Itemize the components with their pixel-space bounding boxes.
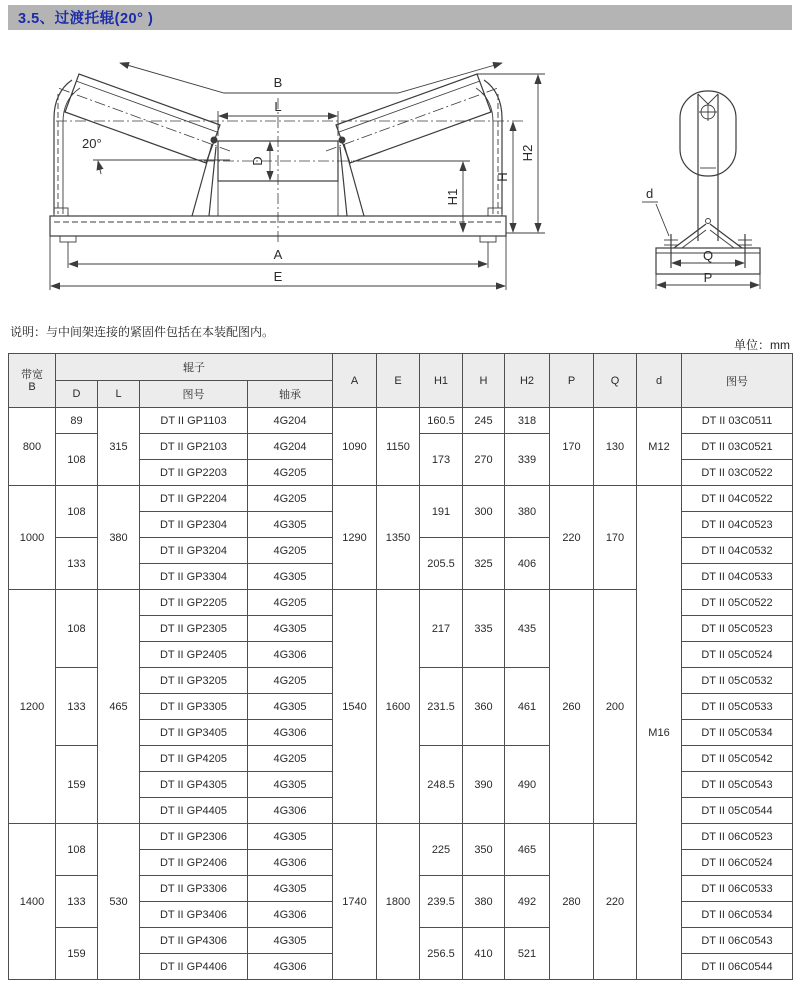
table-cell: DT II 04C0522 — [682, 486, 793, 512]
table-cell: DT II GP4406 — [140, 954, 248, 980]
table-cell: DT II 04C0533 — [682, 564, 793, 590]
table-cell: DT II 06C0544 — [682, 954, 793, 980]
table-cell: 4G305 — [248, 512, 333, 538]
table-cell: 4G305 — [248, 824, 333, 850]
table-row — [9, 408, 793, 434]
table-cell: 4G305 — [248, 616, 333, 642]
col-header-roller-group: 辊子 — [56, 354, 333, 381]
table-cell: DT II GP4306 — [140, 928, 248, 954]
table-cell: 256.5 — [420, 928, 463, 980]
table-cell: 4G306 — [248, 902, 333, 928]
table-cell: DT II GP4205 — [140, 746, 248, 772]
col-header-E: E — [377, 354, 420, 408]
table-cell: DT II 06C0523 — [682, 824, 793, 850]
table-cell: DT II GP3304 — [140, 564, 248, 590]
table-cell: 4G205 — [248, 538, 333, 564]
front-view — [50, 63, 545, 290]
table-cell: DT II 03C0511 — [682, 408, 793, 434]
table-cell: 173 — [420, 434, 463, 486]
table-cell: 191 — [420, 486, 463, 538]
table-cell: 160.5 — [420, 408, 463, 434]
table-cell: 1740 — [333, 824, 377, 980]
table-cell: 4G305 — [248, 928, 333, 954]
table-cell: 4G205 — [248, 668, 333, 694]
table-cell: 4G205 — [248, 590, 333, 616]
table-cell: DT II 06C0533 — [682, 876, 793, 902]
table-cell: 4G305 — [248, 772, 333, 798]
table-cell: 315 — [98, 408, 140, 486]
table-cell: DT II GP2304 — [140, 512, 248, 538]
col-header-bearing: 轴承 — [248, 381, 333, 408]
table-cell: 133 — [56, 668, 98, 746]
spec-table-head — [9, 354, 793, 408]
col-header-H1: H1 — [420, 354, 463, 408]
table-cell: 1090 — [333, 408, 377, 486]
table-cell: DT II 06C0534 — [682, 902, 793, 928]
table-cell: 360 — [463, 668, 505, 746]
table-cell: 4G204 — [248, 408, 333, 434]
table-cell: DT II GP2306 — [140, 824, 248, 850]
col-header-A: A — [333, 354, 377, 408]
table-cell: 108 — [56, 486, 98, 538]
table-cell: 1200 — [9, 590, 56, 824]
table-cell: 4G306 — [248, 850, 333, 876]
table-cell: M16 — [637, 486, 682, 980]
table-cell: 1350 — [377, 486, 420, 590]
table-cell: 133 — [56, 876, 98, 928]
table-cell: 130 — [594, 408, 637, 486]
table-cell: DT II GP4305 — [140, 772, 248, 798]
table-cell: 4G305 — [248, 876, 333, 902]
table-cell: DT II GP2204 — [140, 486, 248, 512]
table-cell: DT II GP2406 — [140, 850, 248, 876]
table-cell: 108 — [56, 824, 98, 876]
table-cell: 1290 — [333, 486, 377, 590]
section-title-bar — [8, 5, 792, 30]
table-cell: 4G205 — [248, 460, 333, 486]
header-row-1 — [9, 354, 793, 381]
table-cell: 4G306 — [248, 720, 333, 746]
table-cell: 4G204 — [248, 434, 333, 460]
table-cell: 435 — [505, 590, 550, 668]
table-cell: 4G305 — [248, 694, 333, 720]
table-cell: DT II 05C0543 — [682, 772, 793, 798]
table-cell: 280 — [550, 824, 594, 980]
dim-label-Q: Q — [702, 248, 714, 263]
table-cell: 89 — [56, 408, 98, 434]
table-cell: 159 — [56, 746, 98, 824]
table-cell: DT II GP3405 — [140, 720, 248, 746]
table-cell: 270 — [463, 434, 505, 486]
page — [0, 5, 800, 990]
idler-assembly-drawing — [8, 36, 792, 324]
dim-label-H2: H2 — [520, 144, 535, 162]
col-header-H2: H2 — [505, 354, 550, 408]
table-cell: 220 — [550, 486, 594, 590]
table-cell: DT II 05C0523 — [682, 616, 793, 642]
dim-label-P: P — [703, 270, 713, 285]
table-cell: 1400 — [9, 824, 56, 980]
spec-table-body — [9, 408, 793, 980]
table-cell: 4G205 — [248, 746, 333, 772]
table-cell: 300 — [463, 486, 505, 538]
table-cell: 490 — [505, 746, 550, 824]
dim-label-A: A — [273, 247, 283, 262]
table-cell: 390 — [463, 746, 505, 824]
unit-text: 单位：mm — [734, 338, 790, 352]
table-cell: DT II 03C0522 — [682, 460, 793, 486]
dim-label-D: D — [250, 156, 265, 166]
table-cell: 380 — [505, 486, 550, 538]
right-wing-roller — [336, 74, 491, 163]
table-cell: 4G306 — [248, 798, 333, 824]
table-cell: 380 — [98, 486, 140, 590]
table-cell: DT II GP4405 — [140, 798, 248, 824]
table-cell: DT II 05C0534 — [682, 720, 793, 746]
table-cell: 231.5 — [420, 668, 463, 746]
table-cell: DT II GP1103 — [140, 408, 248, 434]
table-cell: 108 — [56, 434, 98, 486]
table-cell: 4G306 — [248, 954, 333, 980]
table-cell: DT II 05C0542 — [682, 746, 793, 772]
table-cell: DT II GP3204 — [140, 538, 248, 564]
col-header-d: d — [637, 354, 682, 408]
col-header-bandwidth-bottom: B — [28, 380, 36, 393]
dim-label-B: B — [273, 75, 283, 90]
table-cell: 205.5 — [420, 538, 463, 590]
table-cell: DT II 04C0532 — [682, 538, 793, 564]
dim-label-d: d — [646, 186, 654, 201]
col-header-D: D — [56, 381, 98, 408]
table-row — [9, 486, 793, 512]
table-cell: DT II 05C0544 — [682, 798, 793, 824]
table-cell: DT II GP2205 — [140, 590, 248, 616]
table-cell: 318 — [505, 408, 550, 434]
table-cell: 220 — [594, 824, 637, 980]
table-cell: 4G305 — [248, 564, 333, 590]
table-cell: 465 — [505, 824, 550, 876]
table-cell: 248.5 — [420, 746, 463, 824]
table-cell: 335 — [463, 590, 505, 668]
table-cell: 410 — [463, 928, 505, 980]
table-cell: 406 — [505, 538, 550, 590]
dim-label-L: L — [274, 99, 282, 114]
table-cell: 1600 — [377, 590, 420, 824]
table-cell: DT II 05C0532 — [682, 668, 793, 694]
table-cell: 217 — [420, 590, 463, 668]
col-header-drawing-no: 图号 — [682, 354, 793, 408]
dim-label-H1: H1 — [445, 188, 460, 206]
table-cell: 1150 — [377, 408, 420, 486]
table-cell: 325 — [463, 538, 505, 590]
table-cell: 350 — [463, 824, 505, 876]
table-cell: 339 — [505, 434, 550, 486]
table-cell: DT II GP2203 — [140, 460, 248, 486]
table-cell: 465 — [98, 590, 140, 824]
table-cell: DT II 03C0521 — [682, 434, 793, 460]
table-cell: 800 — [9, 408, 56, 486]
col-header-H: H — [463, 354, 505, 408]
col-header-Q: Q — [594, 354, 637, 408]
table-cell: 380 — [463, 876, 505, 928]
col-header-bandwidth-top: 带宽 — [21, 368, 43, 381]
table-cell: 159 — [56, 928, 98, 980]
table-cell: 461 — [505, 668, 550, 746]
dim-label-angle: 20° — [82, 136, 102, 151]
dim-label-E: E — [273, 269, 283, 284]
table-cell: 1800 — [377, 824, 420, 980]
table-cell: DT II GP2305 — [140, 616, 248, 642]
table-cell: 1540 — [333, 590, 377, 824]
table-cell: 225 — [420, 824, 463, 876]
col-header-roller-drawing-no: 图号 — [140, 381, 248, 408]
table-cell: DT II GP3205 — [140, 668, 248, 694]
table-cell: 4G205 — [248, 486, 333, 512]
table-cell: DT II 05C0524 — [682, 642, 793, 668]
table-cell: DT II GP3306 — [140, 876, 248, 902]
section-title: 3.5、过渡托辊(20° ) — [18, 11, 154, 27]
table-cell: 1000 — [9, 486, 56, 590]
table-cell: DT II 05C0533 — [682, 694, 793, 720]
table-cell: 530 — [98, 824, 140, 980]
note-text: 说明：与中间架连接的紧固件包括在本装配图内。 — [10, 325, 275, 339]
table-cell: 170 — [594, 486, 637, 590]
dim-label-H: H — [495, 172, 510, 182]
table-cell: 239.5 — [420, 876, 463, 928]
table-cell: DT II GP2103 — [140, 434, 248, 460]
side-view — [642, 91, 760, 289]
table-cell: DT II GP3406 — [140, 902, 248, 928]
table-cell: 108 — [56, 590, 98, 668]
table-cell: 245 — [463, 408, 505, 434]
table-cell: DT II 06C0524 — [682, 850, 793, 876]
table-cell: 4G306 — [248, 642, 333, 668]
table-cell: DT II 05C0522 — [682, 590, 793, 616]
table-cell: 200 — [594, 590, 637, 824]
table-cell: 492 — [505, 876, 550, 928]
table-cell: DT II GP2405 — [140, 642, 248, 668]
table-cell: 133 — [56, 538, 98, 590]
table-cell: 170 — [550, 408, 594, 486]
table-cell: 521 — [505, 928, 550, 980]
table-cell: M12 — [637, 408, 682, 486]
col-header-bandwidth — [9, 354, 56, 408]
table-cell: DT II 04C0523 — [682, 512, 793, 538]
table-cell: DT II GP3305 — [140, 694, 248, 720]
spec-table — [8, 353, 793, 980]
table-cell: 260 — [550, 590, 594, 824]
col-header-L: L — [98, 381, 140, 408]
table-cell: DT II 06C0543 — [682, 928, 793, 954]
col-header-P: P — [550, 354, 594, 408]
